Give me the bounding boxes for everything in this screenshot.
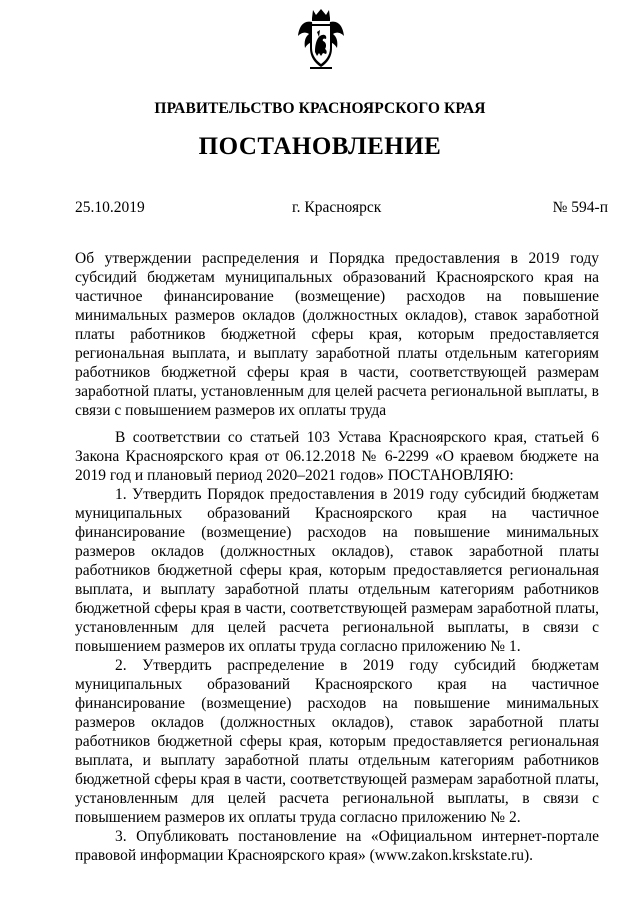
document-number: № 594-п: [552, 199, 608, 216]
document-date: 25.10.2019: [75, 199, 145, 216]
item-2-paragraph: 2. Утвердить распределение в 2019 году субсидий бюджетам муниципальных образований Красноярского края на частичное финансирование (возмещение) расходов на повышение минимальных размеров окладов (должностных окладов), ставок заработной платы работников бюджетной сферы края, которым предоставляется региональная выплата, и выплату заработной платы отдельным категориям работников бюджетной сферы края в части, соответствующей размерам заработной платы, установленным для целей расчета региональной выплаты, в связи с повышением размеров их оплаты труда согласно приложению № 2.: [75, 657, 599, 826]
item-1-paragraph: 1. Утвердить Порядок предоставления в 2019 году субсидий бюджетам муниципальных образований Красноярского края на частичное финансирование (возмещение) расходов на повышение минимальных размеров окладов (должностных окладов), ставок заработной платы работников бюджетной сферы края, которым предоставляется региональная выплата, и выплату заработной платы отдельным категориям работников бюджетной сферы края в части, соответствующей размерам заработной платы, установленным для целей расчета региональной выплаты, в связи с повышением размеров их оплаты труда согласно приложению № 1.: [75, 486, 599, 655]
document-body: [75, 428, 599, 865]
coat-of-arms-icon: [296, 6, 346, 72]
preamble-paragraph: В соответствии со статьей 103 Устава Красноярского края, статьей 6 Закона Красноярского края от 06.12.2018 № 6-2299 «О краевом бюджете на 2019 год и плановый период 2020–2021 годов» ПОСТАНОВЛЯЮ:: [75, 429, 599, 484]
item-3-paragraph: 3. Опубликовать постановление на «Официальном интернет-портале правовой информации Красноярского края» (www.zakon.krskstate.ru).: [75, 828, 599, 864]
document-title: ПОСТАНОВЛЕНИЕ: [198, 133, 442, 160]
government-name: ПРАВИТЕЛЬСТВО КРАСНОЯРСКОГО КРАЯ: [154, 100, 486, 117]
document-subject: Об утверждении распределения и Порядка предоставления в 2019 году субсидий бюджетам муниципальных образований Красноярского края на частичное финансирование (возмещение) расходов на повышение минимальных размеров окладов (должностных окладов), ставок заработной платы работников бюджетной сферы края, которым предоставляется региональная выплата, и выплату заработной платы отдельным категориям работников бюджетной сферы края в части, соответствующей размерам заработной платы, установленным для целей расчета региональной выплаты, в связи с повышением размеров их оплаты труда: [75, 250, 599, 419]
document-city: г. Красноярск: [292, 199, 382, 216]
